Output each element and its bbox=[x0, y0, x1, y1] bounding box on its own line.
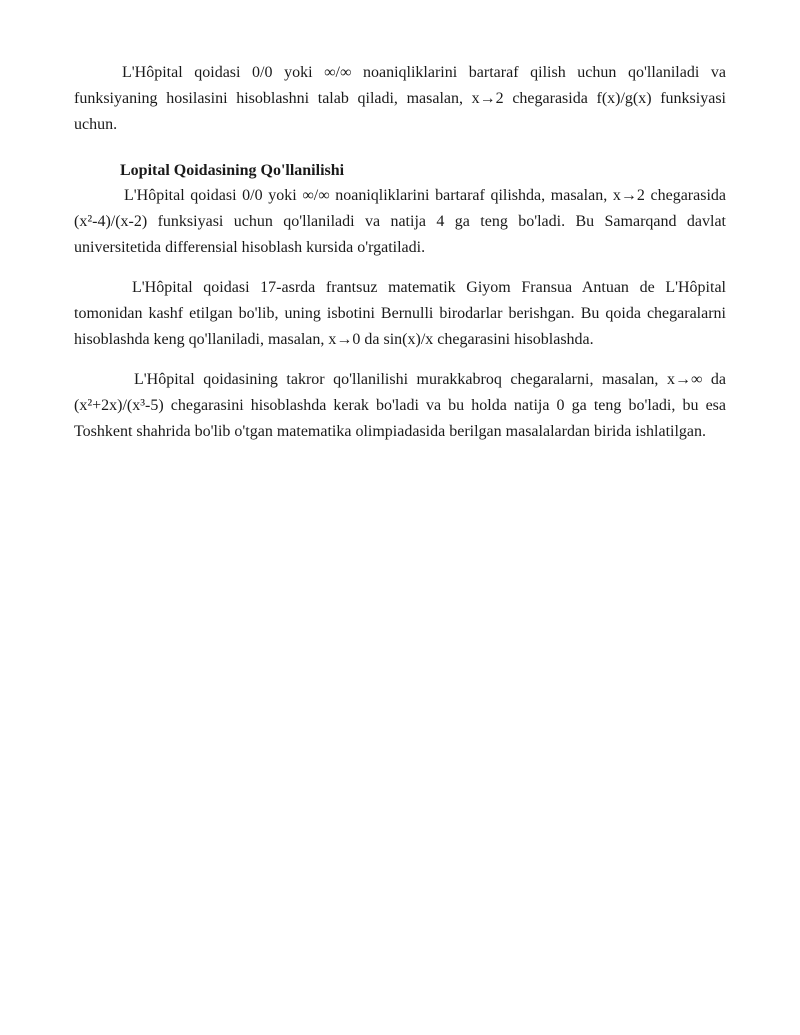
paragraph-intro: L'Hôpital qoidasi 0/0 yoki ∞/∞ noaniqliklarini bartaraf qilish uchun qo'llaniladi va funksiyaning hosilasini hisoblashni talab qiladi, masalan, x→2 chegarasida f(x)/g(x) funksiyasi uchun. bbox=[74, 64, 726, 133]
paragraph-repeated-use: L'Hôpital qoidasining takror qo'llanilishi murakkabroq chegaralarni, masalan, x→∞ da (x²+2x)/(x³-5) chegarasini hisoblashda kerak bo'ladi va bu holda natija 0 ga teng bo'ladi, bu esa Toshkent shahrida bo'lib o'tgan matematika olimpiadasida berilgan masalalardan birida ishlatilgan. bbox=[74, 371, 726, 440]
document-body bbox=[74, 60, 726, 445]
section-heading: Lopital Qoidasining Qo'llanilishi bbox=[120, 162, 345, 179]
paragraph-history: L'Hôpital qoidasi 17-asrda frantsuz matematik Giyom Fransua Antuan de L'Hôpital tomonidan kashf etilgan bo'lib, uning isbotini Bernulli birodarlar berishgan. Bu qoida chegaralarni hisoblashda keng qo'llaniladi, masalan, x→0 da sin(x)/x chegarasini hisoblashda. bbox=[74, 279, 726, 348]
paragraph-application: L'Hôpital qoidasi 0/0 yoki ∞/∞ noaniqliklarini bartaraf qilishda, masalan, x→2 chegarasida (x²-4)/(x-2) funksiyasi uchun qo'llaniladi va natija 4 ga teng bo'ladi. Bu Samarqand davlat universitetida differensial hisoblash kursida o'rgatiladi. bbox=[74, 187, 726, 256]
